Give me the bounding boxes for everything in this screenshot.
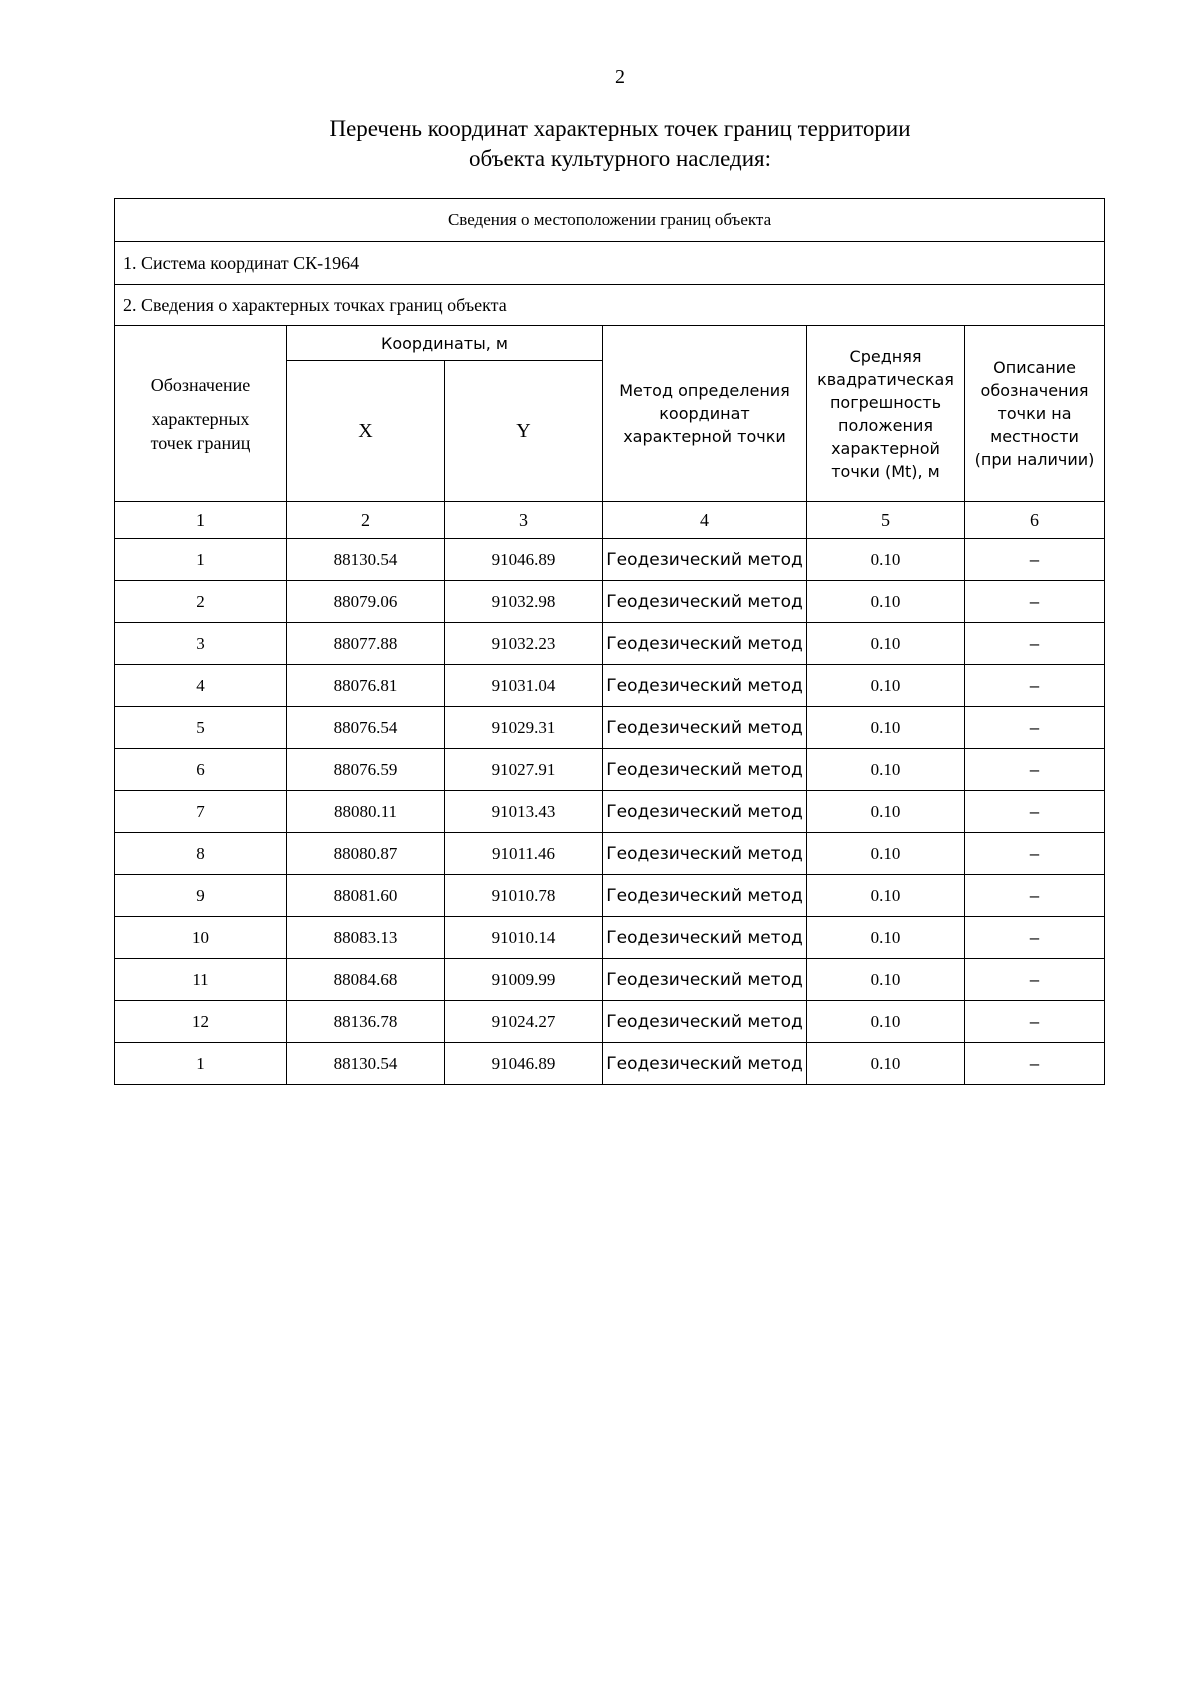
- method-value: Геодезический метод: [603, 1043, 807, 1085]
- header-coordinates: Координаты, м: [287, 326, 603, 361]
- table-row: [115, 1001, 1105, 1043]
- description-value: –: [965, 875, 1105, 917]
- title-line-2: объекта культурного наследия:: [468, 146, 772, 171]
- method-value: Геодезический метод: [603, 917, 807, 959]
- method-value: Геодезический метод: [603, 665, 807, 707]
- header-y: Y: [445, 361, 603, 502]
- table-row: [115, 749, 1105, 791]
- x-value: 88079.06: [287, 581, 445, 623]
- point-number: 11: [115, 959, 287, 1001]
- coordinate-system-section: 1. Система координат СК-1964: [115, 242, 1105, 285]
- method-value: Геодезический метод: [603, 581, 807, 623]
- error-value: 0.10: [807, 1001, 965, 1043]
- y-value: 91046.89: [445, 1043, 603, 1085]
- x-value: 88080.11: [287, 791, 445, 833]
- error-value: 0.10: [807, 833, 965, 875]
- method-value: Геодезический метод: [603, 707, 807, 749]
- point-number: 5: [115, 707, 287, 749]
- y-value: 91031.04: [445, 665, 603, 707]
- table-row: [115, 833, 1105, 875]
- error-value: 0.10: [807, 917, 965, 959]
- table-row: [115, 665, 1105, 707]
- description-value: –: [965, 917, 1105, 959]
- description-value: –: [965, 581, 1105, 623]
- point-number: 2: [115, 581, 287, 623]
- x-value: 88083.13: [287, 917, 445, 959]
- y-value: 91011.46: [445, 833, 603, 875]
- y-value: 91013.43: [445, 791, 603, 833]
- point-number: 3: [115, 623, 287, 665]
- description-value: –: [965, 833, 1105, 875]
- error-value: 0.10: [807, 1043, 965, 1085]
- x-value: 88136.78: [287, 1001, 445, 1043]
- description-value: –: [965, 623, 1105, 665]
- table-row: [115, 581, 1105, 623]
- page-number: 2: [615, 66, 625, 88]
- point-number: 7: [115, 791, 287, 833]
- header-error: Средняя квадратическая погрешность положения характерной точки (Mt), м: [807, 326, 965, 502]
- error-value: 0.10: [807, 539, 965, 581]
- error-value: 0.10: [807, 875, 965, 917]
- x-value: 88130.54: [287, 539, 445, 581]
- header-description: Описание обозначения точки на местности (при наличии): [965, 326, 1105, 502]
- table-row: [115, 959, 1105, 1001]
- y-value: 91032.98: [445, 581, 603, 623]
- description-value: –: [965, 1001, 1105, 1043]
- column-number: 3: [445, 502, 603, 539]
- point-number: 1: [115, 1043, 287, 1085]
- description-value: –: [965, 959, 1105, 1001]
- y-value: 91009.99: [445, 959, 603, 1001]
- method-value: Геодезический метод: [603, 749, 807, 791]
- description-value: –: [965, 1043, 1105, 1085]
- description-value: –: [965, 749, 1105, 791]
- y-value: 91027.91: [445, 749, 603, 791]
- table-row: [115, 791, 1105, 833]
- method-value: Геодезический метод: [603, 959, 807, 1001]
- method-value: Геодезический метод: [603, 623, 807, 665]
- y-value: 91010.14: [445, 917, 603, 959]
- column-number: 5: [807, 502, 965, 539]
- x-value: 88084.68: [287, 959, 445, 1001]
- point-number: 4: [115, 665, 287, 707]
- point-number: 9: [115, 875, 287, 917]
- title-line-1: Перечень координат характерных точек границ территории: [329, 116, 911, 141]
- points-section: 2. Сведения о характерных точках границ объекта: [115, 285, 1105, 326]
- error-value: 0.10: [807, 623, 965, 665]
- method-value: Геодезический метод: [603, 875, 807, 917]
- y-value: 91029.31: [445, 707, 603, 749]
- table-row: [115, 707, 1105, 749]
- description-value: –: [965, 707, 1105, 749]
- x-value: 88076.59: [287, 749, 445, 791]
- table-heading: Сведения о местоположении границ объекта: [115, 199, 1105, 242]
- document-title: [0, 114, 1200, 174]
- error-value: 0.10: [807, 665, 965, 707]
- y-value: 91024.27: [445, 1001, 603, 1043]
- point-number: 6: [115, 749, 287, 791]
- x-value: 88081.60: [287, 875, 445, 917]
- column-number: 1: [115, 502, 287, 539]
- table-row: [115, 875, 1105, 917]
- header-designation: Обозначение характерных точек границ: [115, 326, 287, 502]
- method-value: Геодезический метод: [603, 833, 807, 875]
- error-value: 0.10: [807, 959, 965, 1001]
- table-row: [115, 1043, 1105, 1085]
- method-value: Геодезический метод: [603, 791, 807, 833]
- point-number: 12: [115, 1001, 287, 1043]
- header-x: X: [287, 361, 445, 502]
- y-value: 91010.78: [445, 875, 603, 917]
- table-row: [115, 539, 1105, 581]
- table-row: [115, 917, 1105, 959]
- description-value: –: [965, 791, 1105, 833]
- x-value: 88130.54: [287, 1043, 445, 1085]
- header-method: Метод определения координат характерной точки: [603, 326, 807, 502]
- description-value: –: [965, 539, 1105, 581]
- x-value: 88076.81: [287, 665, 445, 707]
- point-number: 10: [115, 917, 287, 959]
- column-number-row: [115, 502, 1105, 539]
- method-value: Геодезический метод: [603, 539, 807, 581]
- x-value: 88077.88: [287, 623, 445, 665]
- coordinates-table: [114, 198, 1105, 1085]
- error-value: 0.10: [807, 581, 965, 623]
- table-row: [115, 623, 1105, 665]
- column-number: 2: [287, 502, 445, 539]
- column-number: 4: [603, 502, 807, 539]
- method-value: Геодезический метод: [603, 1001, 807, 1043]
- column-number: 6: [965, 502, 1105, 539]
- x-value: 88076.54: [287, 707, 445, 749]
- error-value: 0.10: [807, 791, 965, 833]
- y-value: 91046.89: [445, 539, 603, 581]
- point-number: 8: [115, 833, 287, 875]
- x-value: 88080.87: [287, 833, 445, 875]
- error-value: 0.10: [807, 707, 965, 749]
- point-number: 1: [115, 539, 287, 581]
- error-value: 0.10: [807, 749, 965, 791]
- y-value: 91032.23: [445, 623, 603, 665]
- description-value: –: [965, 665, 1105, 707]
